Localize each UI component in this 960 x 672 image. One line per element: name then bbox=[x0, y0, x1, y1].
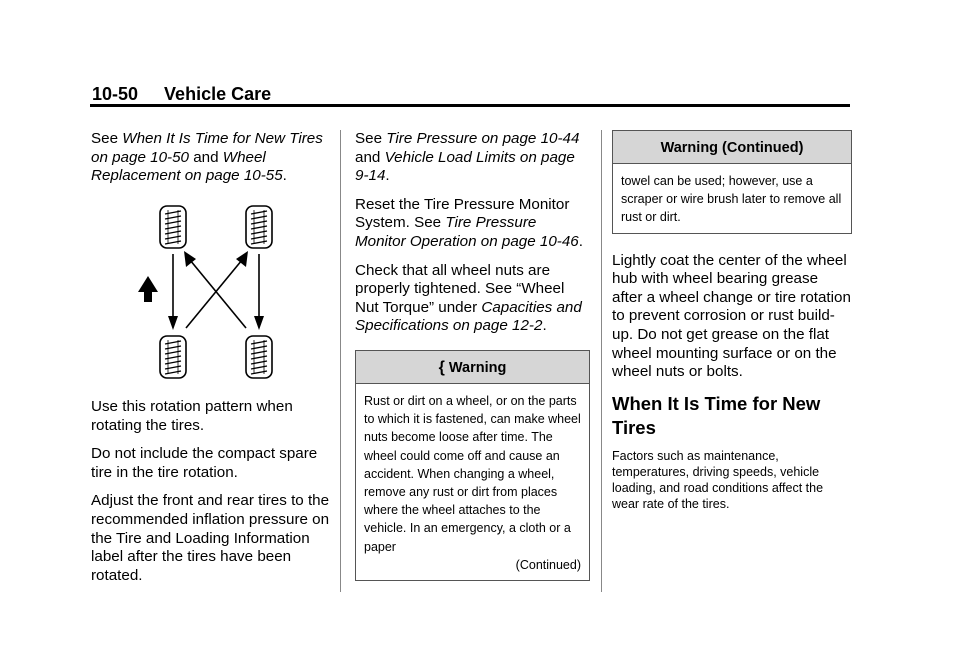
paragraph: Use this rotation pattern when rotating the tires. bbox=[91, 398, 293, 434]
front-left-tire bbox=[160, 206, 186, 248]
column-2 bbox=[355, 130, 590, 581]
cross-reference-link[interactable]: Vehicle Load Limits on page 9-14 bbox=[355, 148, 575, 185]
paragraph: Factors such as maintenance, temperatures, driving speeds, vehicle loading, and road conditions affect the wear rate of the tires. bbox=[612, 448, 824, 512]
column-divider bbox=[340, 130, 341, 592]
column-1-lower bbox=[91, 398, 331, 595]
warning-header: Warning (Continued) bbox=[613, 131, 851, 164]
paragraph: See When It Is Time for New Tires on page 10-50 and Wheel Replacement on page 10-55. bbox=[91, 130, 323, 185]
page-header bbox=[92, 82, 850, 106]
cross-reference-link[interactable]: Wheel Replacement on page 10-55 bbox=[91, 148, 283, 185]
section-heading: When It Is Time for New Tires bbox=[612, 392, 821, 438]
section-title: Vehicle Care bbox=[164, 84, 272, 104]
cross-reference-link[interactable]: Capacities and Specifications on page 12-2 bbox=[355, 298, 582, 335]
paragraph: Check that all wheel nuts are properly tightened. See “Wheel Nut Torque” under Capacities and Specifications on page 12-2. bbox=[355, 261, 582, 335]
warning-header: { Warning bbox=[356, 351, 589, 384]
cross-reference-link[interactable]: Tire Pressure on page 10-44 bbox=[386, 130, 580, 147]
page-number: 10-50 bbox=[92, 84, 139, 104]
rotation-arrow bbox=[186, 260, 242, 328]
vehicle-front-arrow-icon bbox=[138, 276, 158, 302]
warning-box-continued bbox=[612, 130, 852, 234]
header-rule bbox=[90, 104, 850, 107]
rotation-arrow bbox=[190, 260, 246, 328]
column-1 bbox=[91, 130, 331, 196]
tire-rotation-diagram bbox=[120, 198, 290, 383]
warning-body: towel can be used; however, use a scraper or wire brush later to remove all rust or dirt. bbox=[621, 174, 842, 225]
rear-right-tire bbox=[246, 336, 272, 378]
warning-icon: { bbox=[438, 358, 445, 376]
paragraph: Reset the Tire Pressure Monitor System. See Tire Pressure Monitor Operation on page 10-46. bbox=[355, 195, 583, 250]
front-right-tire bbox=[246, 206, 272, 248]
cross-reference-link[interactable]: When It Is Time for New Tires on page 10-50 bbox=[91, 130, 323, 166]
warning-body: Rust or dirt on a wheel, or on the parts to which it is fastened, can make wheel nuts become loose after time. The wheel could come off and cause an accident. When changing a wheel, remove any rust or dirt from places where the wheel attaches to the vehicle. In an emergency, a cloth or a paper (Continued) bbox=[356, 384, 589, 580]
arrowhead-icon bbox=[254, 316, 264, 330]
continued-label: (Continued) bbox=[515, 557, 581, 572]
paragraph: Do not include the compact spare tire in the tire rotation. bbox=[91, 445, 318, 481]
arrowhead-icon bbox=[168, 316, 178, 330]
paragraph: Lightly coat the center of the wheel hub with wheel bearing grease after a wheel change or tire rotation to prevent corrosion or rust build-up. Do not get grease on the flat wheel mounting surface or on the wheel nuts or bolts. bbox=[612, 251, 851, 381]
column-3 bbox=[612, 130, 852, 523]
paragraph: See Tire Pressure on page 10-44 and Vehicle Load Limits on page 9-14. bbox=[355, 130, 580, 185]
rear-left-tire bbox=[160, 336, 186, 378]
cross-reference-link[interactable]: Tire Pressure Monitor Operation on page 10-46 bbox=[355, 214, 579, 250]
paragraph: Adjust the front and rear tires to the recommended inflation pressure on the Tire and Loading Information label after the tires have been rotated. bbox=[91, 492, 330, 584]
warning-box bbox=[355, 350, 590, 581]
column-divider bbox=[601, 130, 602, 592]
